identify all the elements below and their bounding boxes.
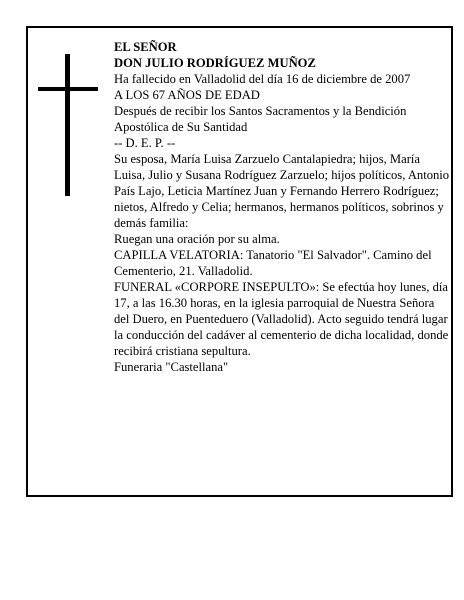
latin-cross-icon — [38, 54, 98, 196]
deceased-title: EL SEÑOR — [114, 40, 177, 54]
funeral-info: FUNERAL «CORPORE INSEPULTO»: Se efectúa hoy lunes, día 17, a las 16.30 horas, en la iglesia parroquial de Nuestra Señora del Duero, en Puenteduero (Valladolid). Acto seguido tendrá lugar la conducción del cadáver al cementerio de dicha localidad, donde recibirá cristiana sepultura. — [114, 280, 449, 358]
deceased-name: DON JULIO RODRÍGUEZ MUÑOZ — [114, 56, 316, 70]
obituary-text — [114, 39, 450, 375]
sacraments-statement: Después de recibir los Santos Sacramentos y la Bendición Apostólica de Su Santidad — [114, 104, 407, 134]
funeral-home: Funeraria "Castellana" — [114, 360, 229, 374]
cross-vertical-bar — [65, 54, 70, 196]
rest-in-peace: -- D. E. P. -- — [114, 136, 176, 150]
death-announcement: Ha fallecido en Valladolid del día 16 de diciembre de 2007 — [114, 72, 411, 86]
chapel-info: CAPILLA VELATORIA: Tanatorio "El Salvador". Camino del Cementerio, 21. Valladolid. — [114, 248, 432, 278]
family-list: Su esposa, María Luisa Zarzuelo Cantalapiedra; hijos, María Luisa, Julio y Susana Rodríguez Zarzuelo; hijos políticos, Antonio País Lajo, Leticia Martínez Juan y Fernando Herrero Rodríguez; nietos, Alfredo y Celia; hermanos, hermanos políticos, sobrinos y demás familia: — [114, 152, 450, 230]
cross-horizontal-bar — [38, 87, 98, 91]
age-at-death: A LOS 67 AÑOS DE EDAD — [114, 88, 260, 102]
prayer-request: Ruegan una oración por su alma. — [114, 232, 280, 246]
